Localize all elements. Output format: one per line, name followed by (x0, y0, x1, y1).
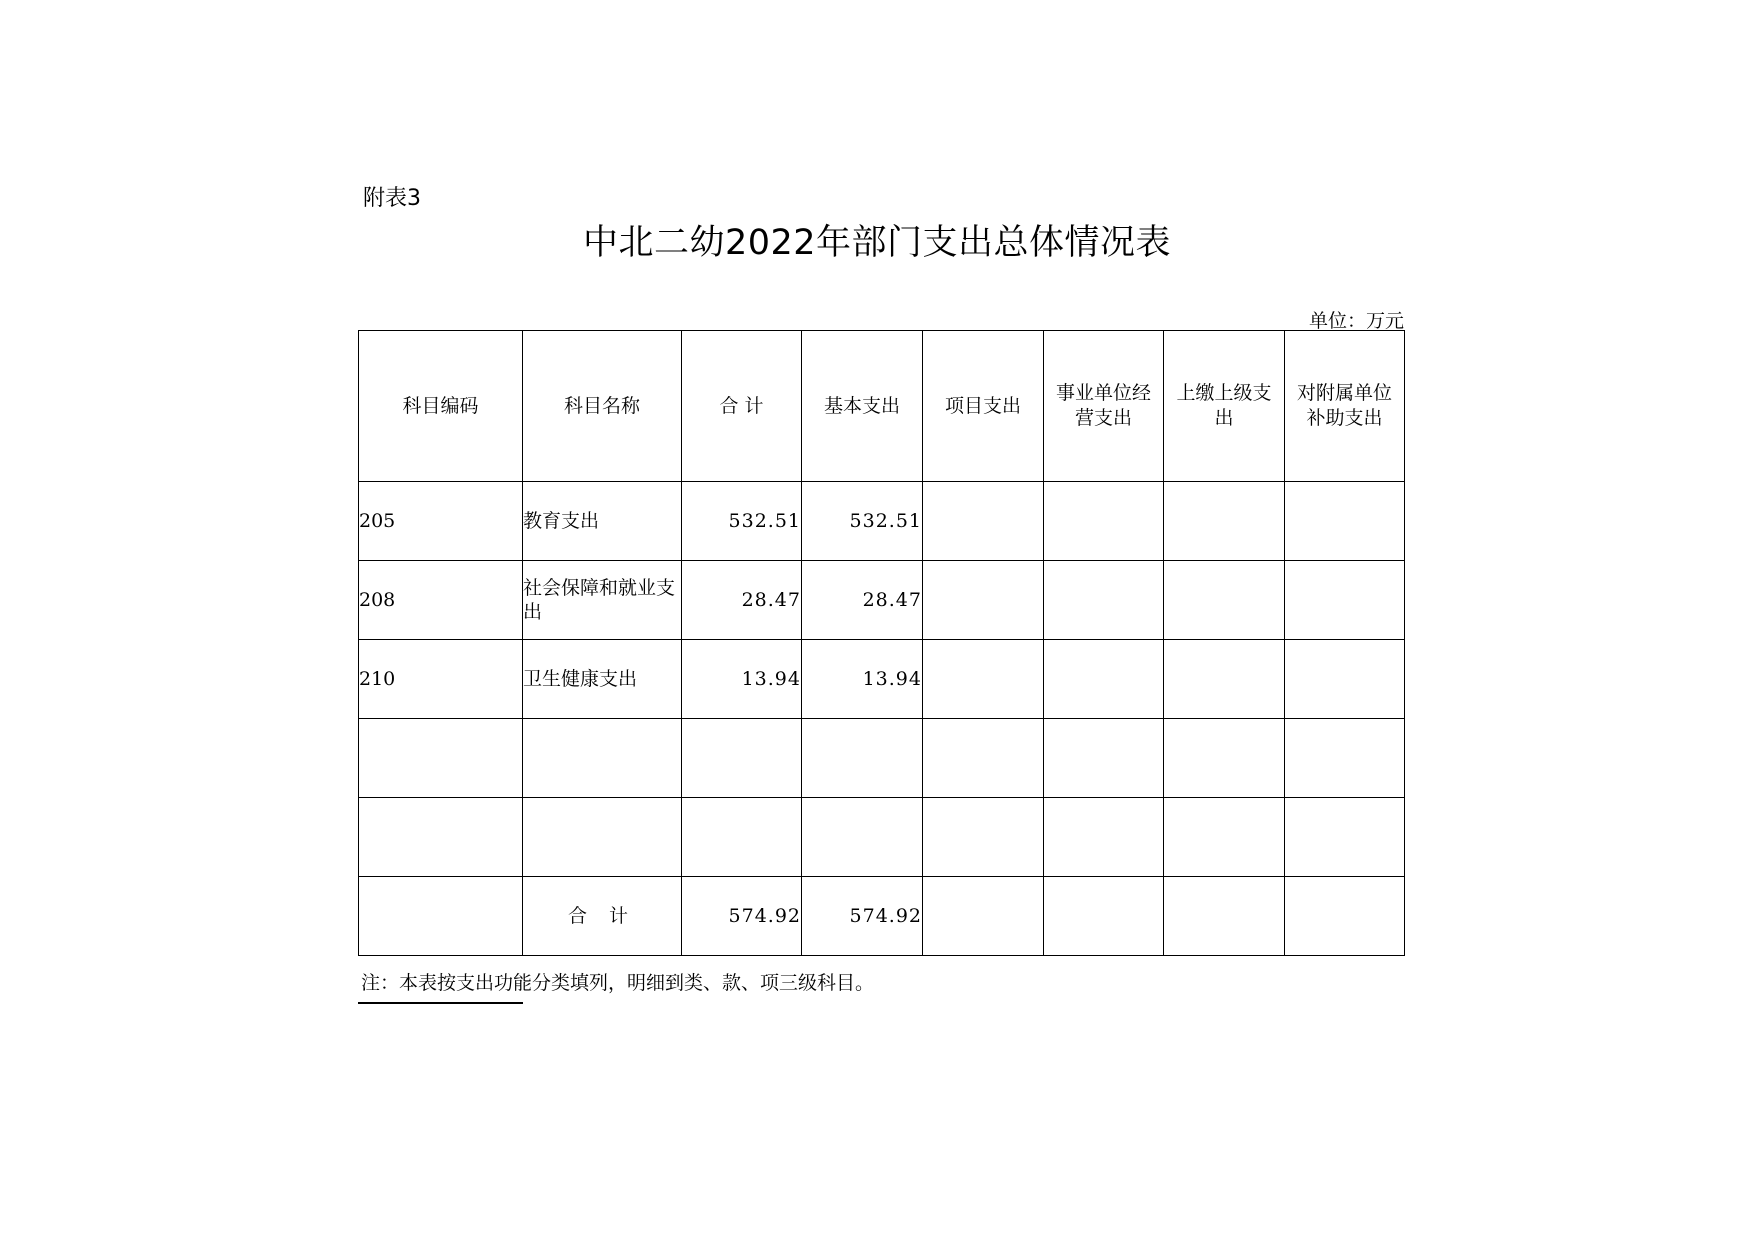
header-business: 事业单位经营支出 (1044, 331, 1164, 482)
unit-label: 单位：万元 (1308, 310, 1404, 332)
cell-name: 卫生健康支出 (523, 640, 682, 719)
total-cell-code (359, 877, 523, 956)
cell-business (1044, 561, 1164, 640)
header-basic: 基本支出 (802, 331, 923, 482)
table-header-row (359, 331, 1405, 482)
total-cell-business (1044, 877, 1164, 956)
cell-subsidy (1285, 719, 1405, 798)
cell-name: 教育支出 (523, 482, 682, 561)
cell-code: 210 (359, 640, 523, 719)
table-row (359, 719, 1405, 798)
note-underline (358, 1002, 523, 1004)
cell-project (923, 798, 1044, 877)
total-cell-project (923, 877, 1044, 956)
cell-code (359, 719, 523, 798)
cell-subsidy (1285, 798, 1405, 877)
cell-subsidy (1285, 640, 1405, 719)
cell-basic (802, 798, 923, 877)
header-total: 合 计 (682, 331, 802, 482)
cell-code: 205 (359, 482, 523, 561)
cell-basic: 13.94 (802, 640, 923, 719)
header-code: 科目编码 (359, 331, 523, 482)
cell-project (923, 482, 1044, 561)
cell-total (682, 798, 802, 877)
cell-total: 532.51 (682, 482, 802, 561)
cell-business (1044, 798, 1164, 877)
attachment-label: 附表3 (363, 186, 421, 211)
cell-name: 社会保障和就业支出 (523, 561, 682, 640)
cell-upper (1164, 640, 1285, 719)
cell-total (682, 719, 802, 798)
cell-code (359, 798, 523, 877)
table-row (359, 561, 1405, 640)
header-upper: 上缴上级支出 (1164, 331, 1285, 482)
total-cell-upper (1164, 877, 1285, 956)
cell-upper (1164, 561, 1285, 640)
cell-upper (1164, 482, 1285, 561)
table-note: 注：本表按支出功能分类填列，明细到类、款、项三级科目。 (361, 972, 875, 994)
cell-code: 208 (359, 561, 523, 640)
table-row (359, 640, 1405, 719)
cell-business (1044, 482, 1164, 561)
cell-upper (1164, 719, 1285, 798)
cell-business (1044, 640, 1164, 719)
total-cell-basic: 574.92 (802, 877, 923, 956)
header-project: 项目支出 (923, 331, 1044, 482)
total-cell-subsidy (1285, 877, 1405, 956)
total-label: 合 计 (523, 877, 682, 956)
cell-basic: 532.51 (802, 482, 923, 561)
cell-total: 13.94 (682, 640, 802, 719)
cell-project (923, 719, 1044, 798)
page-title: 中北二幼2022年部门支出总体情况表 (582, 223, 1172, 263)
cell-subsidy (1285, 561, 1405, 640)
cell-total: 28.47 (682, 561, 802, 640)
expenditure-table (358, 330, 1405, 956)
cell-project (923, 640, 1044, 719)
cell-basic (802, 719, 923, 798)
cell-project (923, 561, 1044, 640)
table-row (359, 798, 1405, 877)
cell-basic: 28.47 (802, 561, 923, 640)
header-subsidy: 对附属单位补助支出 (1285, 331, 1405, 482)
header-name: 科目名称 (523, 331, 682, 482)
cell-name (523, 719, 682, 798)
cell-upper (1164, 798, 1285, 877)
cell-name (523, 798, 682, 877)
cell-business (1044, 719, 1164, 798)
cell-subsidy (1285, 482, 1405, 561)
total-cell-total: 574.92 (682, 877, 802, 956)
table-row (359, 482, 1405, 561)
total-row (359, 877, 1405, 956)
